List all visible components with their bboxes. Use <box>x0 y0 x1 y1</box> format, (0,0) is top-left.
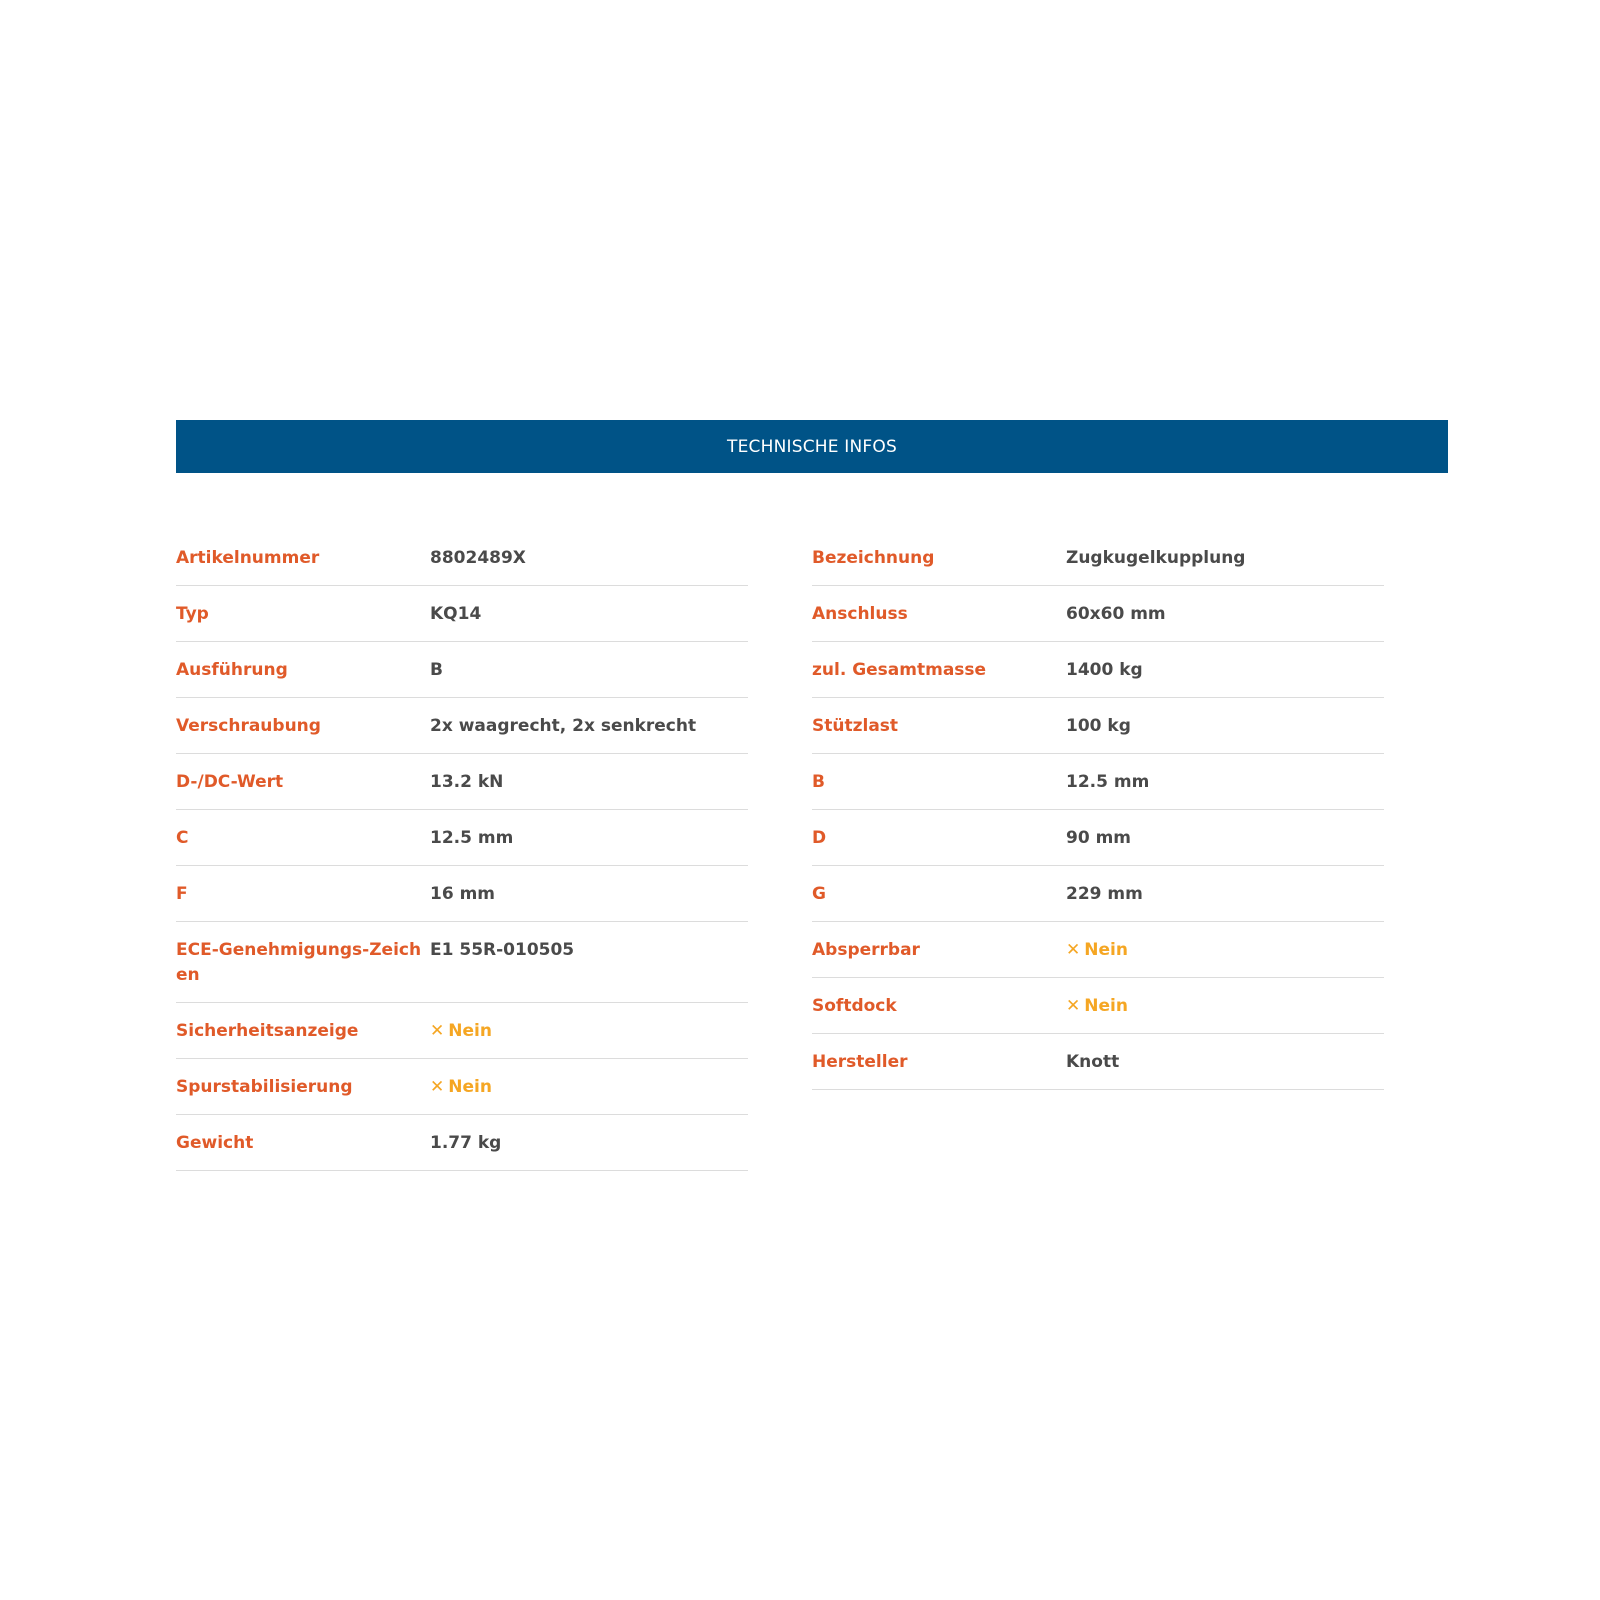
spec-row <box>812 978 1384 1034</box>
spec-value <box>430 882 748 907</box>
spec-value-text: Nein <box>1084 940 1128 960</box>
spec-value <box>1066 602 1384 627</box>
spec-row <box>812 586 1384 642</box>
spec-value-text: KQ14 <box>430 604 482 624</box>
spec-label: Stützlast <box>812 716 899 736</box>
spec-label: F <box>176 884 188 904</box>
spec-row <box>176 698 748 754</box>
spec-value-text: 1400 kg <box>1066 660 1143 680</box>
specs-left-column <box>176 530 748 1171</box>
spec-row <box>812 530 1384 586</box>
spec-label: zul. Gesamtmasse <box>812 660 987 680</box>
spec-value-text: 60x60 mm <box>1066 604 1166 624</box>
spec-value <box>1066 546 1384 571</box>
spec-label: Hersteller <box>812 1052 908 1072</box>
spec-row <box>812 810 1384 866</box>
x-icon: ✕ <box>430 1077 445 1097</box>
spec-label: Typ <box>176 604 209 624</box>
spec-row <box>812 642 1384 698</box>
spec-row <box>176 530 748 586</box>
spec-row <box>176 922 748 1003</box>
spec-row <box>176 1115 748 1171</box>
spec-value-text: 12.5 mm <box>430 828 514 848</box>
spec-row <box>812 1034 1384 1090</box>
spec-value-text: Nein <box>448 1021 492 1041</box>
spec-value <box>1066 770 1384 795</box>
spec-value <box>430 546 748 571</box>
technical-info-header[interactable] <box>176 420 1448 473</box>
spec-value <box>1066 994 1384 1019</box>
spec-row <box>812 866 1384 922</box>
spec-row <box>176 1003 748 1059</box>
spec-value-text: Nein <box>1084 996 1128 1016</box>
spec-row <box>176 586 748 642</box>
spec-row <box>176 810 748 866</box>
header-title: TECHNISCHE INFOS <box>727 436 897 457</box>
spec-label: Bezeichnung <box>812 548 935 568</box>
spec-row <box>176 1059 748 1115</box>
spec-label: Spurstabilisierung <box>176 1077 353 1097</box>
spec-label: Absperrbar <box>812 940 920 960</box>
spec-label: G <box>812 884 826 904</box>
spec-value-text: 16 mm <box>430 884 496 904</box>
spec-label: Artikelnummer <box>176 548 320 568</box>
spec-value-text: 229 mm <box>1066 884 1143 904</box>
spec-value <box>430 826 748 851</box>
spec-value-text: 1.77 kg <box>430 1133 502 1153</box>
spec-value <box>430 1019 748 1044</box>
spec-label: Gewicht <box>176 1133 254 1153</box>
spec-value <box>430 1131 748 1156</box>
spec-value <box>1066 658 1384 683</box>
spec-value <box>1066 826 1384 851</box>
spec-value <box>430 1075 748 1100</box>
spec-row <box>176 642 748 698</box>
spec-value <box>1066 938 1384 963</box>
spec-label: Ausführung <box>176 660 288 680</box>
spec-value <box>1066 1050 1384 1075</box>
x-icon: ✕ <box>1066 940 1081 960</box>
spec-value <box>430 602 748 627</box>
spec-value <box>1066 882 1384 907</box>
spec-label: Anschluss <box>812 604 908 624</box>
spec-label: Sicherheitsanzeige <box>176 1021 359 1041</box>
spec-label: D <box>812 828 827 848</box>
spec-label: Softdock <box>812 996 897 1016</box>
spec-value <box>1066 714 1384 739</box>
spec-value-text: 2x waagrecht, 2x senkrecht <box>430 716 697 736</box>
spec-row <box>176 754 748 810</box>
spec-value-text: Knott <box>1066 1052 1120 1072</box>
spec-value-text: 100 kg <box>1066 716 1131 736</box>
spec-label: B <box>812 772 825 792</box>
spec-value-text: 12.5 mm <box>1066 772 1150 792</box>
spec-value-text: E1 55R-010505 <box>430 940 575 960</box>
spec-value-text: 90 mm <box>1066 828 1132 848</box>
spec-value-text: B <box>430 660 443 680</box>
spec-label: D-/DC-Wert <box>176 772 284 792</box>
spec-value-text: Nein <box>448 1077 492 1097</box>
spec-value <box>430 658 748 683</box>
x-icon: ✕ <box>430 1021 445 1041</box>
spec-value-text: 13.2 kN <box>430 772 504 792</box>
specs-right-column <box>812 530 1384 1090</box>
spec-value-text: 8802489X <box>430 548 526 568</box>
spec-label: Verschraubung <box>176 716 321 736</box>
spec-row <box>812 922 1384 978</box>
spec-value <box>430 714 748 739</box>
spec-value-text: Zugkugelkupplung <box>1066 548 1246 568</box>
spec-label: C <box>176 828 189 848</box>
spec-row <box>812 698 1384 754</box>
spec-value <box>430 938 748 988</box>
spec-row <box>812 754 1384 810</box>
spec-row <box>176 866 748 922</box>
spec-label: ECE-Genehmigungs-Zeichen <box>176 940 422 985</box>
spec-value <box>430 770 748 795</box>
x-icon: ✕ <box>1066 996 1081 1016</box>
